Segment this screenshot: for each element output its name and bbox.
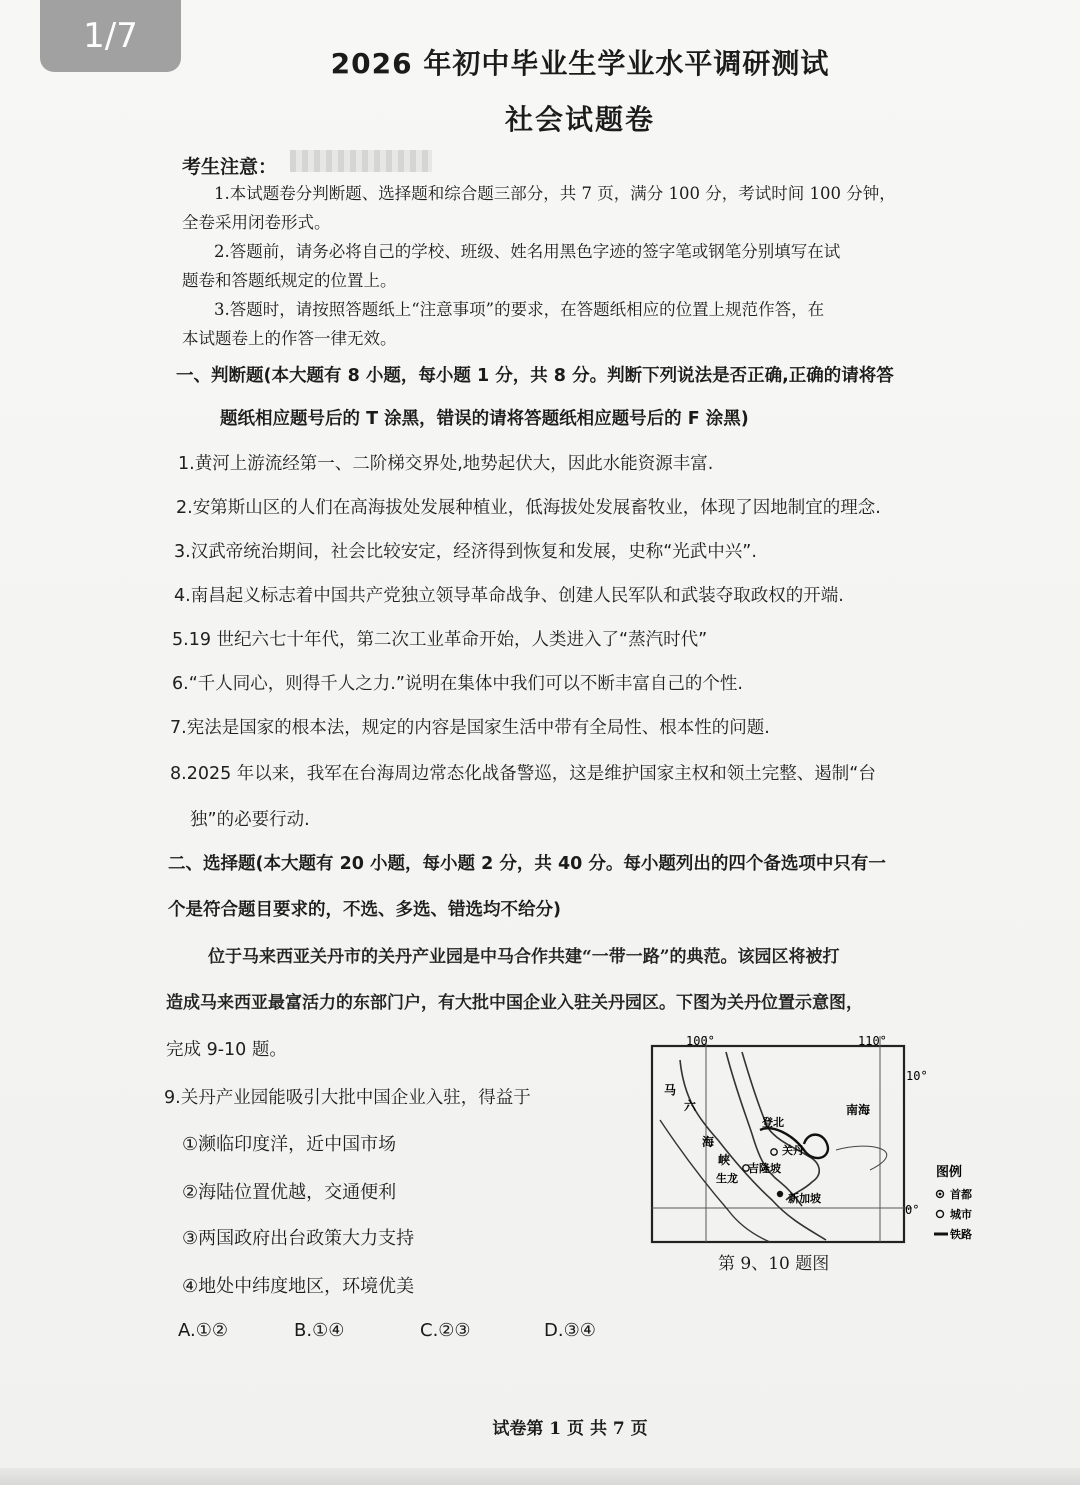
statement-2: ②海陆位置优越，交通便利 (182, 1182, 397, 1203)
statement-4: ④地处中纬度地区，环境优美 (182, 1276, 415, 1297)
city-label: 吉隆坡 (748, 1162, 781, 1175)
notice-line: 本试题卷上的作答一律无效。 (182, 329, 397, 348)
location-map (640, 1030, 1000, 1250)
passage-line: 造成马来西亚最富活力的东部门户，有大批中国企业入驻关丹园区。下图为关丹位置示意图， (166, 993, 863, 1013)
city-label: 关丹 (782, 1144, 804, 1157)
statement-1: ①濒临印度洋，近中国市场 (182, 1134, 397, 1155)
choice-b: B.①④ (294, 1320, 345, 1341)
lat-label-10: 10° (906, 1069, 928, 1083)
sea-contour (836, 1146, 887, 1170)
notice-line: 3.答题时，请按照答题纸上“注意事项”的要求，在答题纸相应的位置上规范作答，在 (214, 300, 825, 319)
lat-label-0: 0° (905, 1203, 920, 1217)
page-footer: 试卷第 1 页 共 7 页 (492, 1419, 648, 1439)
strait-char: 海 (702, 1135, 715, 1149)
section1-heading: 一、判断题(本大题有 8 小题，每小题 1 分，共 8 分。判断下列说法是否正确,正确的请将答 (176, 366, 894, 386)
passage-line: 完成 9-10 题。 (166, 1040, 287, 1060)
judge-item-2: 2.安第斯山区的人们在高海拔处发展种植业，低海拔处发展畜牧业，体现了因地制宜的理念. (176, 498, 881, 518)
judge-item-1: 1.黄河上游流经第一、二阶梯交界处,地势起伏大，因此水能资源丰富. (178, 454, 714, 474)
paper-edge (0, 1468, 1080, 1485)
notice-heading: 考生注意： (182, 156, 278, 178)
sea-label: 南海 (846, 1103, 871, 1117)
legend-title: 图例 (936, 1165, 963, 1180)
city-marker (777, 1191, 783, 1197)
page-subtitle: 社会试题卷 (504, 103, 655, 136)
legend-item: 铁路 (950, 1228, 972, 1241)
judge-item-6: 6.“千人同心，则得千人之力.”说明在集体中我们可以不断丰富自己的个性. (172, 674, 743, 694)
notice-line: 2.答题前，请务必将自己的学校、班级、姓名用黑色字迹的签字笔或钢笔分别填写在试 (214, 242, 841, 261)
judge-item-7: 7.宪法是国家的根本法，规定的内容是国家生活中带有全局性、根本性的问题. (170, 718, 770, 738)
notice-line: 全卷采用闭卷形式。 (182, 213, 331, 232)
map-frame (652, 1046, 904, 1242)
page-title: 2026 年初中毕业生学业水平调研测试 (330, 47, 830, 80)
strait-char: 马 (664, 1083, 677, 1097)
legend-item: 城市 (950, 1208, 972, 1221)
section1-heading-cont: 题纸相应题号后的 T 涂黑，错误的请将答题纸相应题号后的 F 涂黑) (220, 409, 749, 429)
legend-item: 首都 (950, 1188, 972, 1201)
strait-char: 六 (684, 1099, 697, 1113)
legend-city-icon (937, 1211, 944, 1218)
passage-line: 位于马来西亚关丹市的关丹产业园是中马合作共建“一带一路”的典范。该园区将被打 (208, 947, 840, 967)
choice-d: D.③④ (544, 1320, 596, 1341)
city-marker (771, 1149, 777, 1155)
choice-c: C.②③ (420, 1320, 471, 1341)
judge-item-5: 5.19 世纪六七十年代，第二次工业革命开始，人类进入了“蒸汽时代” (172, 630, 708, 650)
redacted-area (290, 150, 432, 172)
map-caption: 第 9、10 题图 (718, 1254, 830, 1274)
lon-label-110: 110° (858, 1034, 887, 1048)
city-label: 新加坡 (788, 1192, 821, 1205)
choice-a: A.①② (178, 1320, 228, 1341)
lon-label-100: 100° (686, 1034, 715, 1048)
question-9: 9.关丹产业园能吸引大批中国企业入驻，得益于 (164, 1088, 531, 1108)
city-label: 生龙 (716, 1172, 738, 1185)
statement-3: ③两国政府出台政策大力支持 (182, 1228, 415, 1249)
notice-line: 1.本试题卷分判断题、选择题和综合题三部分，共 7 页，满分 100 分，考试时间 100 分钟， (214, 184, 896, 203)
strait-char: 峡 (718, 1153, 731, 1167)
judge-item-3: 3.汉武帝统治期间，社会比较安定，经济得到恢复和发展，史称“光武中兴”. (174, 542, 757, 562)
notice-line: 题卷和答题纸规定的位置上。 (182, 271, 397, 290)
page-indicator: 1/7 (40, 0, 181, 72)
judge-item-8: 8.2025 年以来，我军在台海周边常态化战备警巡，这是维护国家主权和领土完整、遏制“台 (170, 764, 876, 784)
judge-item-8-cont: 独”的必要行动. (190, 810, 310, 830)
judge-item-4: 4.南昌起义标志着中国共产党独立领导革命战争、创建人民军队和武装夺取政权的开端. (174, 586, 844, 606)
section2-heading: 二、选择题(本大题有 20 小题，每小题 2 分，共 40 分。每小题列出的四个备选项中只有一 (168, 854, 886, 874)
section2-heading-cont: 个是符合题目要求的，不选、多选、错选均不给分) (168, 900, 561, 920)
city-label: 登北 (762, 1116, 784, 1129)
